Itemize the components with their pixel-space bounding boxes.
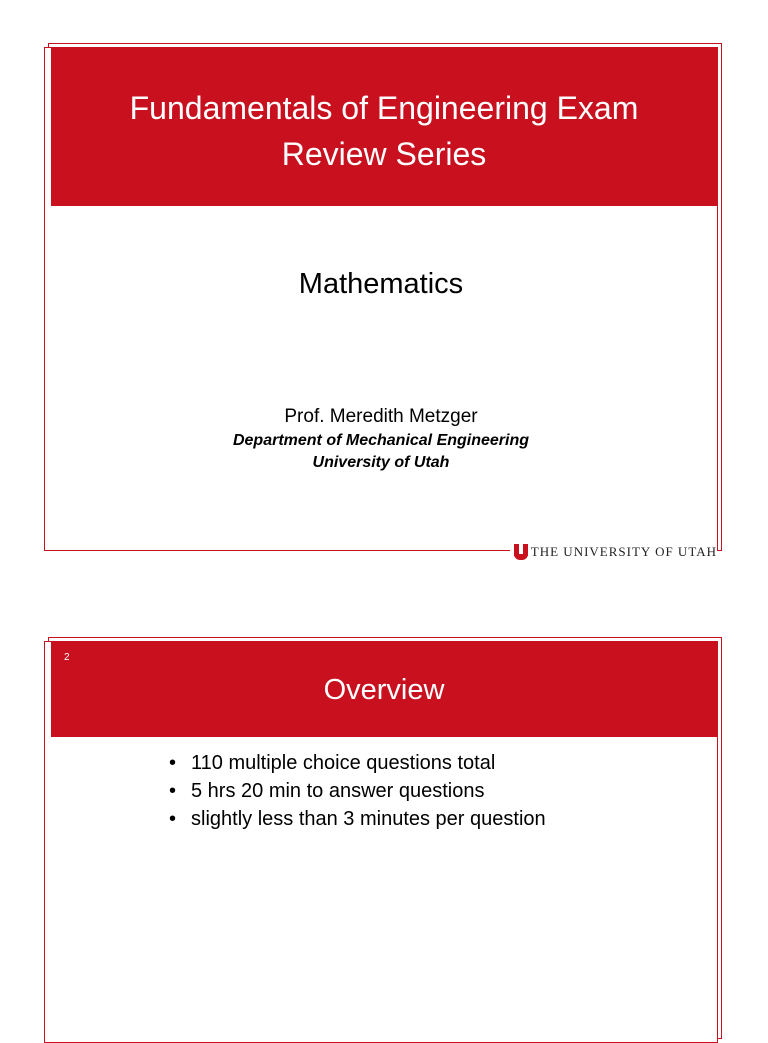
bullet-text: slightly less than 3 minutes per question	[191, 808, 546, 830]
slide-2-title-band	[51, 642, 717, 737]
bullet-dot-icon: •	[169, 752, 177, 774]
bullet-item	[169, 805, 546, 833]
presenter-university: University of Utah	[312, 454, 450, 471]
slide-2-title: Overview	[323, 674, 445, 706]
university-logo-text: THE UNIVERSITY OF UTAH	[530, 544, 717, 559]
slide-1-title-line-1: Fundamentals of Engineering Exam	[129, 90, 639, 126]
bullet-dot-icon: •	[169, 808, 177, 830]
slide-1-presenter-block	[45, 404, 717, 474]
slide-1-title-band	[51, 48, 717, 206]
presenter-name: Prof. Meredith Metzger	[284, 406, 478, 427]
slide-1	[44, 47, 718, 559]
presenter-department: Department of Mechanical Engineering	[232, 432, 530, 449]
slide-2	[44, 641, 718, 1043]
slide-2-bullet-list	[169, 749, 546, 833]
block-u-icon	[514, 544, 528, 560]
slide-2-number: 2	[64, 652, 70, 663]
bullet-text: 110 multiple choice questions total	[191, 752, 496, 774]
bullet-item	[169, 777, 546, 805]
bullet-dot-icon: •	[169, 780, 177, 802]
slide-1-title	[51, 48, 717, 177]
slide-1-title-line-2: Review Series	[281, 136, 487, 172]
slide-1-subject: Mathematics	[298, 268, 464, 300]
university-logo	[510, 543, 717, 561]
bullet-text: 5 hrs 20 min to answer questions	[191, 780, 485, 802]
bullet-item	[169, 749, 546, 777]
